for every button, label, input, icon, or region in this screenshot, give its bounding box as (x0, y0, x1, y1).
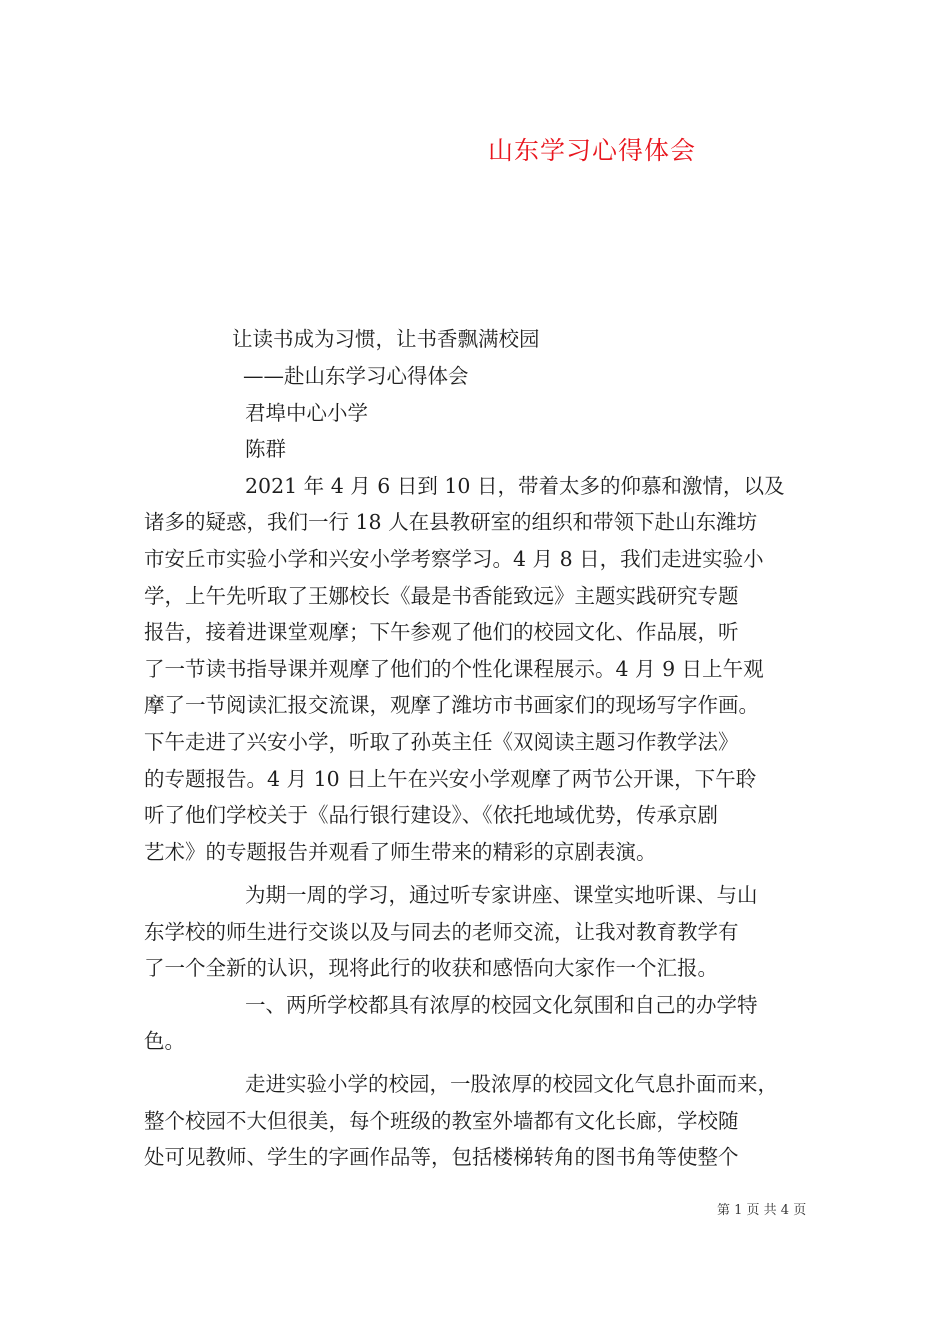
heading-school: 君埠中心小学 (245, 401, 368, 425)
body-line: 报告，接着进课堂观摩；下午参观了他们的校园文化、作品展，听 (144, 620, 739, 644)
section-heading-continued: 色。 (144, 1029, 185, 1053)
body-line: 2021 年 4 月 6 日到 10 日，带着太多的仰慕和激情，以及 (245, 474, 785, 498)
body-line: 摩了一节阅读汇报交流课，观摩了潍坊市书画家们的现场写字作画。 (144, 693, 759, 717)
body-line: 的专题报告。4 月 10 日上午在兴安小学观摩了两节公开课，下午聆 (144, 767, 757, 791)
section-heading: 一、两所学校都具有浓厚的校园文化氛围和自己的办学特 (245, 993, 758, 1017)
body-line: 诸多的疑惑，我们一行 18 人在县教研室的组织和带领下赴山东潍坊 (144, 510, 758, 534)
body-line: 为期一周的学习，通过听专家讲座、课堂实地听课、与山 (245, 883, 758, 907)
body-line: 处可见教师、学生的字画作品等，包括楼梯转角的图书角等使整个 (144, 1145, 739, 1169)
heading-author: 陈群 (245, 437, 286, 461)
body-line: 下午走进了兴安小学，听取了孙英主任《双阅读主题习作教学法》 (144, 730, 739, 754)
body-line: 学，上午先听取了王娜校长《最是书香能致远》主题实践研究专题 (144, 584, 739, 608)
page-indicator: 第 1 页 共 4 页 (717, 1203, 807, 1218)
body-line: 走进实验小学的校园，一股浓厚的校园文化气息扑面而来， (245, 1072, 778, 1096)
body-line: 市安丘市实验小学和兴安小学考察学习。4 月 8 日，我们走进实验小 (144, 547, 764, 571)
body-line: 艺术》的专题报告并观看了师生带来的精彩的京剧表演。 (144, 840, 657, 864)
body-line: 了一节读书指导课并观摩了他们的个性化课程展示。4 月 9 日上午观 (144, 657, 764, 681)
heading-main: 让读书成为习惯，让书香飘满校园 (232, 327, 540, 351)
body-line: 整个校园不大但很美，每个班级的教室外墙都有文化长廊，学校随 (144, 1109, 739, 1133)
body-line: 了一个全新的认识，现将此行的收获和感悟向大家作一个汇报。 (144, 956, 718, 980)
heading-subtitle: ——赴山东学习心得体会 (243, 364, 469, 388)
body-line: 东学校的师生进行交谈以及与同去的老师交流，让我对教育教学有 (144, 920, 739, 944)
body-line: 听了他们学校关于《品行银行建设》、《依托地域优势，传承京剧 (144, 803, 718, 827)
document-title: 山东学习心得体会 (488, 136, 697, 165)
